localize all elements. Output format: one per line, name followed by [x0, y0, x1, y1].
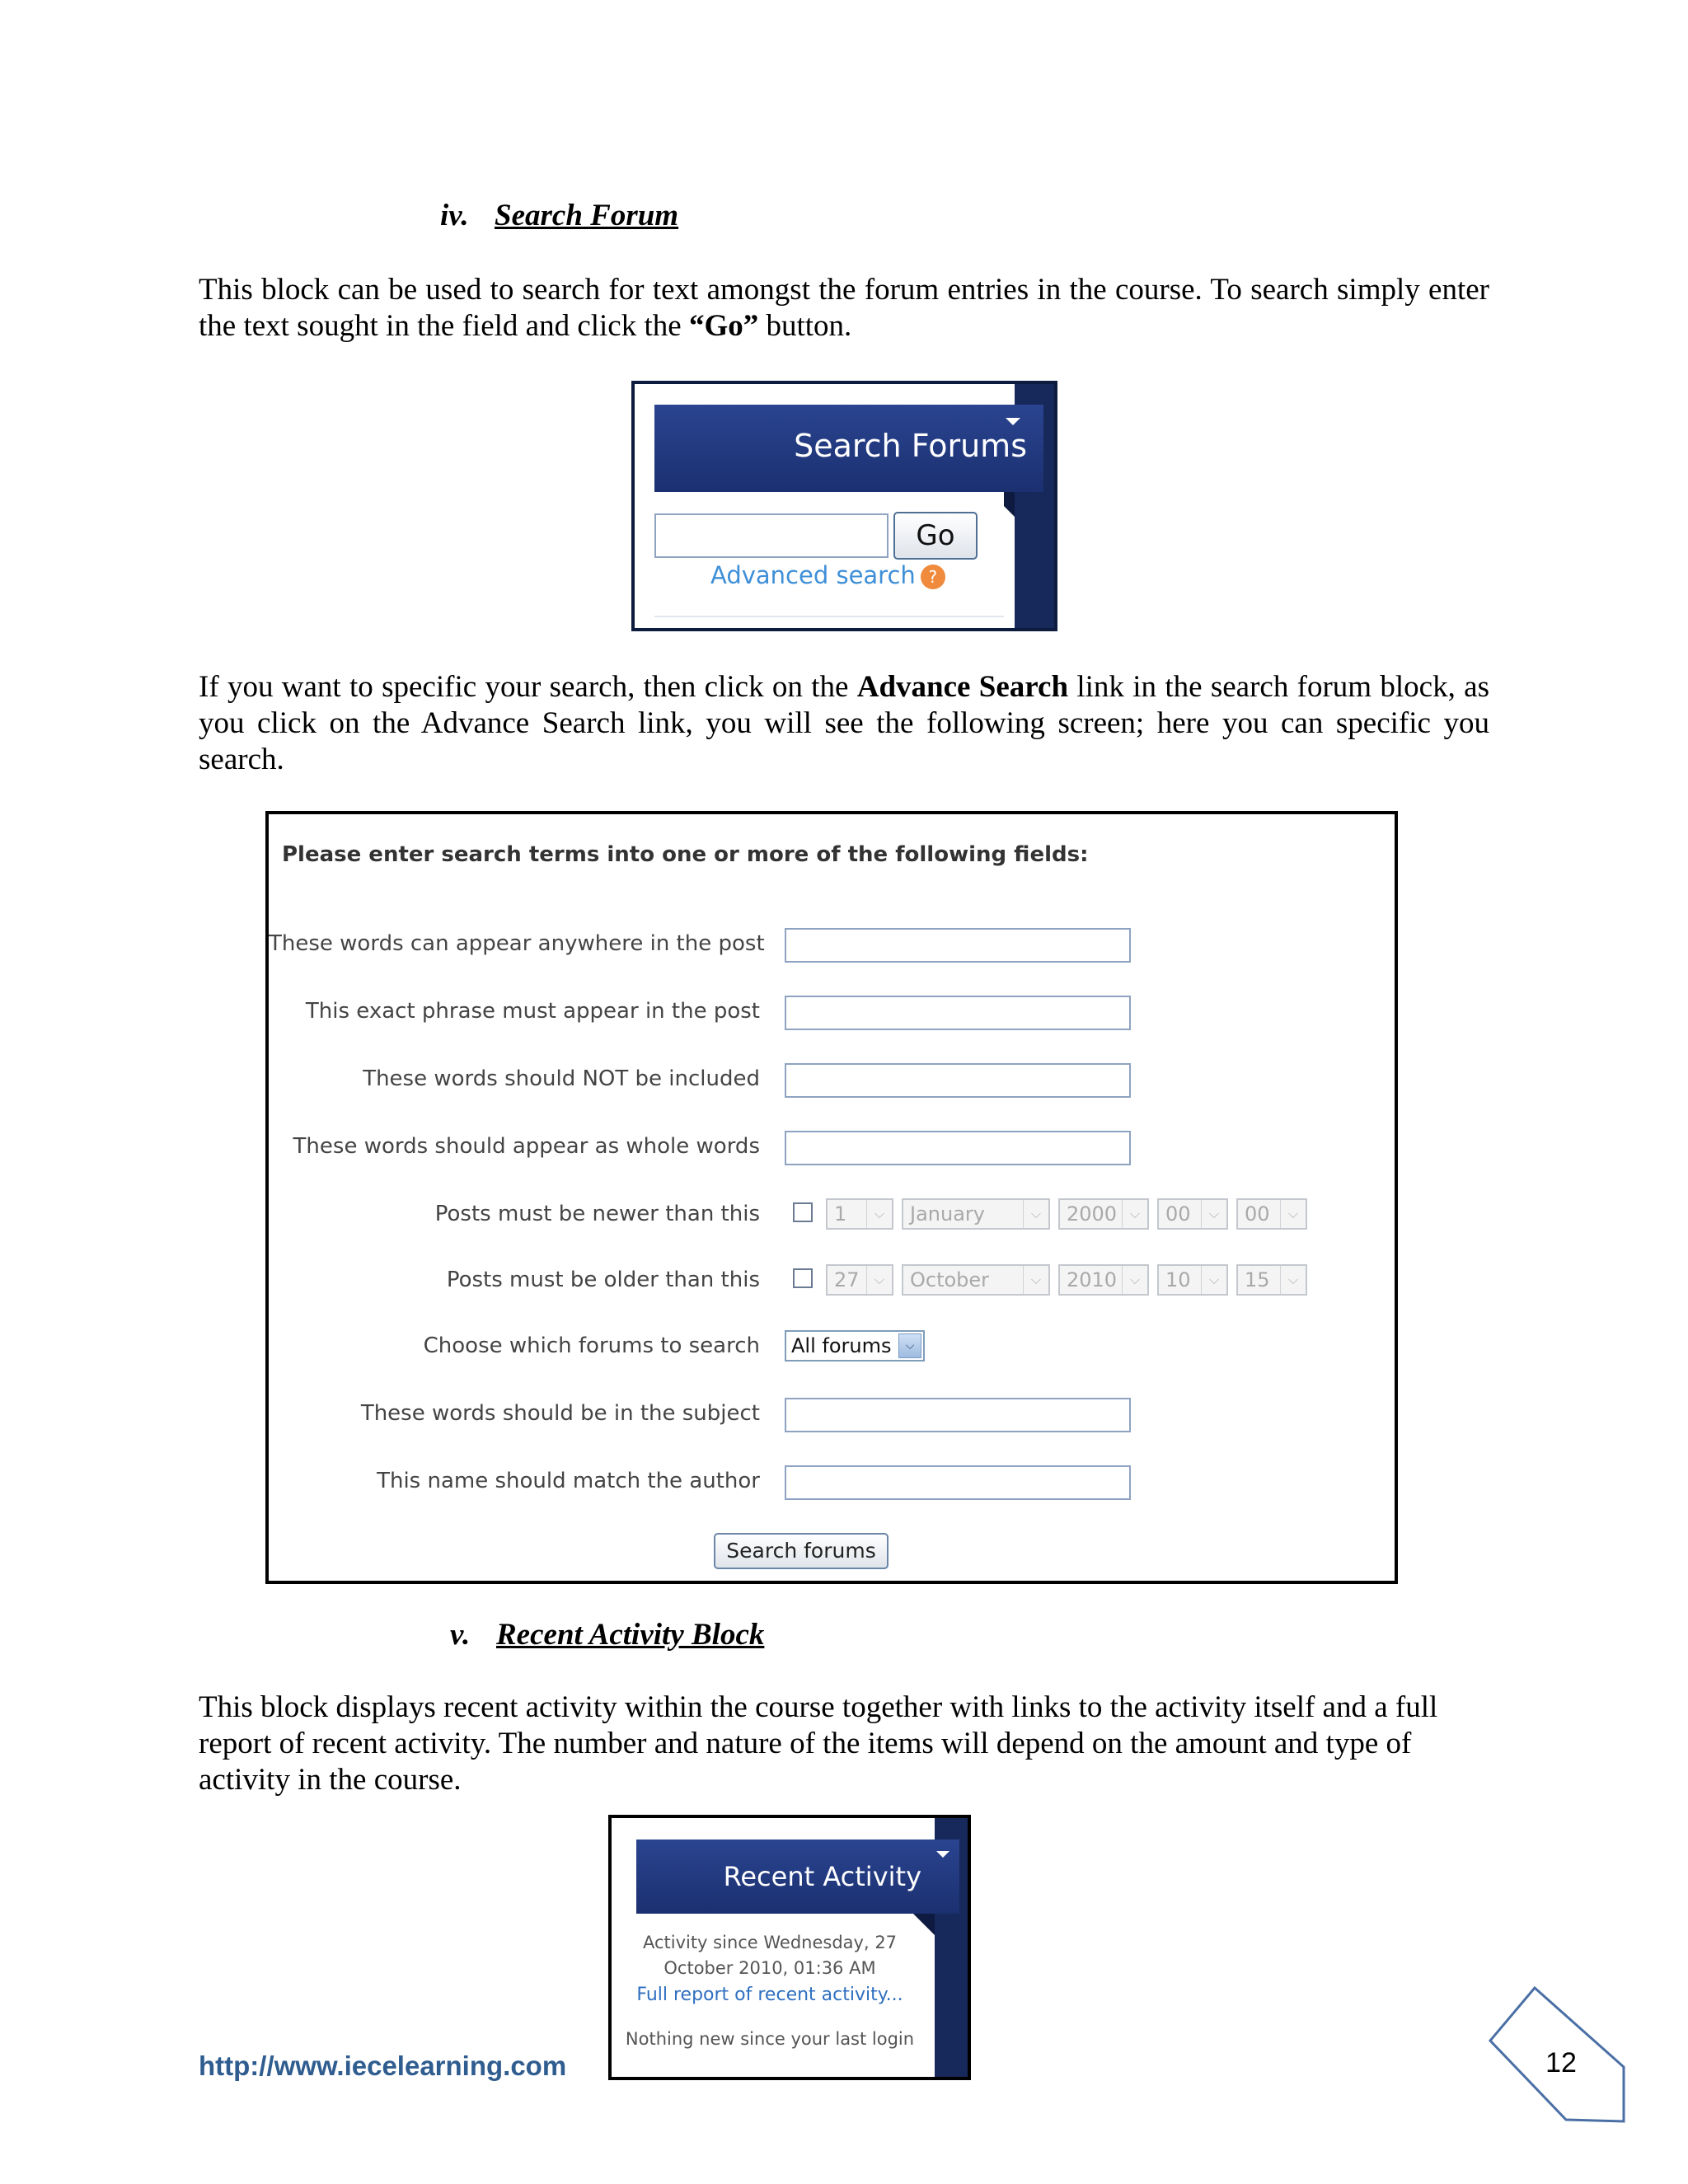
block-content — [654, 492, 1004, 617]
newer-hour-select[interactable] — [1157, 1198, 1228, 1230]
para-text: This block can be used to search for text amongst the forum entries in the course. To search simply enter the text sought in the field and click the — [199, 273, 1489, 343]
label-author: This name should match the author — [377, 1469, 760, 1493]
section-iv-title: Search Forum — [495, 199, 679, 232]
full-report-link[interactable]: Full report of recent activity... — [636, 1985, 903, 2005]
label-anywhere: These words can appear anywhere in the post — [269, 931, 765, 956]
author-input[interactable] — [785, 1465, 1131, 1500]
newer-minute-select[interactable] — [1236, 1198, 1307, 1230]
section-v-number: v. — [450, 1618, 471, 1652]
older-hour-select[interactable] — [1157, 1264, 1228, 1296]
caret-down-icon[interactable] — [1006, 418, 1020, 425]
section-v-heading — [450, 1617, 764, 1652]
chevron-down-icon: ⌵ — [866, 1266, 892, 1294]
older-minute-select[interactable] — [1236, 1264, 1307, 1296]
label-subject: These words should be in the subject — [360, 1401, 760, 1426]
chevron-down-icon: ⌵ — [1023, 1200, 1048, 1228]
label-whole-words: These words should appear as whole words — [293, 1134, 760, 1159]
forums-select[interactable] — [785, 1330, 925, 1361]
not-included-input[interactable] — [785, 1063, 1131, 1098]
whole-words-input[interactable] — [785, 1131, 1131, 1165]
words-anywhere-input[interactable] — [785, 928, 1131, 963]
chevron-down-icon: ⌵ — [1122, 1200, 1147, 1228]
nothing-new-text: Nothing new since your last login — [625, 2029, 915, 2049]
chevron-down-icon: ⌵ — [1122, 1266, 1147, 1294]
chevron-down-icon: ⌵ — [1201, 1200, 1226, 1228]
older-year-select[interactable] — [1058, 1264, 1149, 1296]
para-text-end: button. — [758, 309, 852, 343]
form-intro: Please enter search terms into one or more of the following fields: — [282, 842, 1089, 867]
advanced-search-link[interactable] — [710, 561, 945, 589]
newer-minute-value: 00 — [1245, 1202, 1270, 1226]
recent-activity-block — [608, 1815, 971, 2080]
activity-since-line1: Activity since Wednesday, 27 — [642, 1933, 898, 1952]
older-minute-value: 15 — [1245, 1268, 1270, 1291]
older-year-value: 2010 — [1067, 1268, 1118, 1291]
footer-url[interactable]: http://www.iecelearning.com — [199, 2050, 567, 2081]
older-day-select[interactable] — [826, 1264, 893, 1296]
older-hour-value: 10 — [1165, 1268, 1191, 1291]
go-button[interactable]: Go — [893, 512, 978, 560]
newer-year-select[interactable] — [1058, 1198, 1149, 1230]
search-input[interactable] — [654, 513, 889, 558]
newer-than-checkbox[interactable] — [793, 1202, 813, 1222]
advance-search-description — [199, 669, 1489, 778]
label-newer-than: Posts must be newer than this — [434, 1202, 760, 1226]
section-iv-heading — [440, 198, 678, 233]
help-icon[interactable]: ? — [921, 565, 945, 589]
go-emphasis: “Go” — [688, 309, 759, 343]
newer-month-value: January — [910, 1202, 985, 1226]
section-iv-number: iv. — [440, 199, 469, 232]
chevron-down-icon: ⌵ — [1280, 1266, 1306, 1294]
forums-select-value: All forums — [791, 1334, 892, 1357]
page-number: 12 — [1545, 2047, 1577, 2079]
chevron-down-icon: ⌵ — [866, 1200, 892, 1228]
newer-hour-value: 00 — [1165, 1202, 1191, 1226]
exact-phrase-input[interactable] — [785, 996, 1131, 1030]
activity-since-line2: October 2010, 01:36 AM — [663, 1958, 876, 1978]
block-title: Recent Activity — [723, 1861, 921, 1892]
block-title: Search Forums — [794, 428, 1027, 464]
older-month-value: October — [910, 1268, 990, 1291]
label-choose-forums: Choose which forums to search — [423, 1333, 760, 1358]
chevron-down-icon: ⌵ — [1201, 1266, 1226, 1294]
advanced-search-form — [265, 811, 1398, 1584]
block-header — [636, 1840, 959, 1914]
newer-day-value: 1 — [834, 1202, 847, 1226]
older-day-value: 27 — [834, 1268, 860, 1291]
label-not-included: These words should NOT be included — [363, 1066, 760, 1091]
label-older-than: Posts must be older than this — [446, 1268, 760, 1292]
chevron-down-icon: ⌵ — [1280, 1200, 1306, 1228]
advance-search-emphasis: Advance Search — [856, 670, 1069, 704]
block-content — [620, 1914, 920, 2079]
newer-year-value: 2000 — [1067, 1202, 1118, 1226]
para-text: If you want to specific your search, then click on the — [199, 670, 857, 704]
older-month-select[interactable] — [902, 1264, 1050, 1296]
label-exact-phrase: This exact phrase must appear in the post — [305, 999, 760, 1024]
advanced-search-label[interactable]: Advanced search — [710, 561, 916, 589]
newer-day-select[interactable] — [826, 1198, 893, 1230]
chevron-down-icon: ⌵ — [898, 1333, 921, 1358]
activity-since-text — [620, 1930, 920, 1981]
chevron-down-icon: ⌵ — [1023, 1266, 1048, 1294]
caret-down-icon[interactable] — [936, 1851, 950, 1858]
search-forums-block — [631, 381, 1057, 631]
recent-activity-description: This block displays recent activity within the course together with links to the activity itself and a full report of recent activity. The number and nature of the items will depend on the amount and type of activity in the course. — [199, 1690, 1438, 1797]
block-header — [654, 405, 1043, 492]
para-text-end: link in the search forum block, as you click on the Advance Search link, you will see the following screen; here you can specific you search. — [199, 670, 1489, 776]
search-forums-button[interactable]: Search forums — [714, 1533, 889, 1569]
section-v-title: Recent Activity Block — [496, 1618, 765, 1652]
subject-input[interactable] — [785, 1398, 1131, 1432]
newer-month-select[interactable] — [902, 1198, 1050, 1230]
older-than-checkbox[interactable] — [793, 1268, 813, 1288]
search-forum-description — [199, 272, 1489, 344]
